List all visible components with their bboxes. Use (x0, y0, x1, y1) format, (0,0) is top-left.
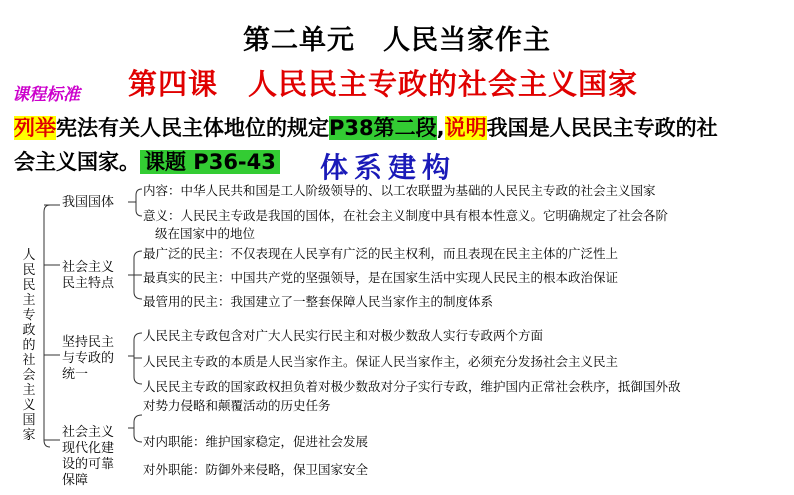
branch-label-unity-2: 与专政的 (62, 351, 115, 366)
branch-label-democracy-features-1: 社会主义 (62, 260, 115, 275)
branch-label-guarantee-2: 现代化建 (62, 441, 115, 456)
branch-item: 人民民主专政的本质是人民当家作主。保证人民当家作主，必须充分发扬社会主义民主 (143, 354, 619, 369)
task-pages: 课题 P36-43 (140, 150, 280, 174)
branch-item: 对势力侵略和颠覆活动的历史任务 (143, 398, 331, 413)
branch-label-national-system: 我国国体 (62, 195, 115, 210)
tree-root-label: 人民民主专政的社会主义国家 (22, 248, 36, 443)
requirement-page-ref: P38第二段 (329, 116, 437, 140)
branch-item: 对内职能：维护国家稳定，促进社会发展 (143, 434, 369, 449)
branch-label-unity-3: 统一 (62, 367, 89, 382)
branch-item: 意义：人民民主专政是我国的国体，在社会主义制度中具有根本性意义。它明确规定了社会各阶 (143, 208, 669, 223)
branch-item: 内容：中华人民共和国是工人阶级领导的、以工农联盟为基础的人民民主专政的社会主义国家 (143, 183, 656, 198)
requirement-verb-list: 列举 (14, 116, 56, 140)
branch-label-guarantee-1: 社会主义 (62, 425, 115, 440)
course-standard-label: 课程标准 (12, 85, 80, 105)
requirement-text-1: 宪法有关人民主体地位的规定 (56, 116, 329, 140)
requirement-text-2: 我国是人民民主专政的社 (486, 116, 718, 140)
branch-label-guarantee-3: 设的可靠 (62, 457, 115, 472)
branch-item: 人民民主专政的国家政权担负着对极少数敌对分子实行专政，维护国内正常社会秩序，抵御国外敌 (143, 379, 681, 394)
branch-item: 级在国家中的地位 (155, 226, 256, 241)
branch-item: 对外职能：防御外来侵略，保卫国家安全 (143, 462, 369, 477)
lesson-title: 第四课 人民民主专政的社会主义国家 (128, 67, 639, 101)
branch-label-democracy-features-2: 民主特点 (62, 276, 115, 291)
requirement-verb-explain: 说明 (444, 116, 487, 140)
branch-label-guarantee-4: 保障 (62, 473, 89, 488)
branch-label-unity-1: 坚持民主 (62, 335, 115, 350)
branch-item: 人民民主专政包含对广大人民实行民主和对极少数敌人实行专政两个方面 (143, 328, 544, 343)
requirement-text-3: 会主义国家。 (14, 150, 140, 174)
requirement-comma: , (436, 116, 445, 140)
unit-title: 第二单元 人民当家作主 (243, 25, 551, 56)
branch-item: 最管用的民主：我国建立了一整套保障人民当家作主的制度体系 (143, 294, 494, 309)
branch-item: 最广泛的民主：不仅表现在人民享有广泛的民主权利，而且表现在民主主体的广泛性上 (143, 246, 619, 261)
system-title: 体系建构 (320, 151, 457, 184)
branch-item: 最真实的民主：中国共产党的坚强领导，是在国家生活中实现人民民主的根本政治保证 (143, 270, 619, 285)
